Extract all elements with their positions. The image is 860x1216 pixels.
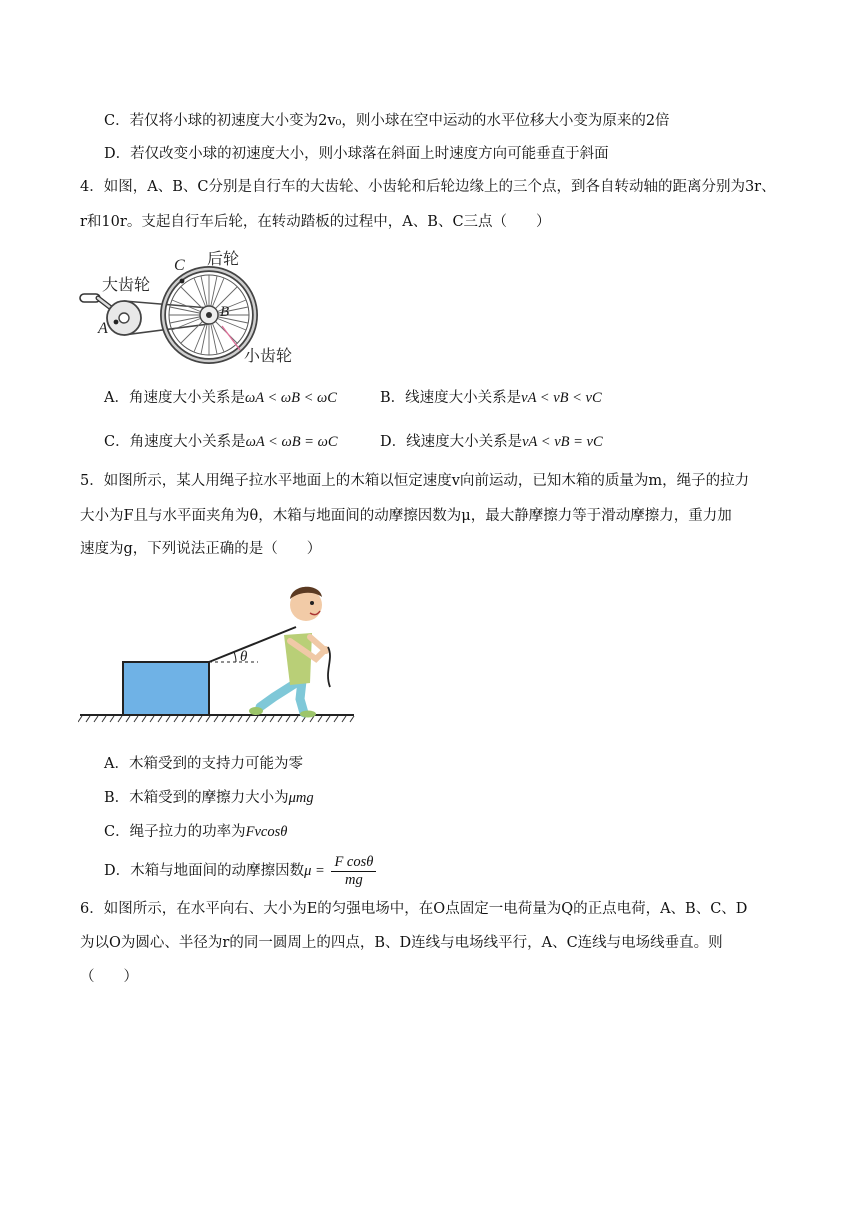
q4-option-b: B．线速度大小关系是vA < vB < vC (380, 390, 602, 406)
label-big-gear: 大齿轮 (102, 275, 151, 294)
q5-option-d: D．木箱与地面间的动摩擦因数μ = $\frac{\text{F cosθ}}{mg}$ (104, 852, 376, 890)
q5-option-c: C．绳子拉力的功率为Fvcosθ (104, 824, 288, 840)
q5-stem-line2: 大小为F且与水平面夹角为θ，木箱与地面间的动摩擦因数为μ，最大静摩擦力等于滑动摩擦力，重力加 (80, 508, 732, 524)
q6-stem-line3: （ ） (80, 969, 138, 985)
q5-stem-line1: 5．如图所示，某人用绳子拉水平地面上的木箱以恒定速度v向前运动，已知木箱的质量为m，绳子的拉力 (80, 473, 750, 489)
label-b: B (220, 304, 230, 320)
q4-option-b-formula: vA < vB < vC (521, 390, 602, 406)
q4-option-a: A．角速度大小关系是ωA < ωB < ωC (104, 390, 337, 406)
bicycle-gear-figure (74, 244, 314, 368)
q5-option-c-formula: Fvcosθ (245, 824, 288, 840)
label-rear-wheel: 后轮 (207, 249, 240, 268)
angle-theta-label: θ (240, 649, 248, 665)
q6-stem-line1: 6．如图所示，在水平向右、大小为E的匀强电场中，在O点固定一电荷量为Q的正点电荷，A、B、C、D (80, 901, 748, 917)
q5-option-d-fraction: $\frac{\text{F cosθ}}{mg}$ (331, 854, 376, 889)
q4-stem-line1: 4．如图，A、B、C分别是自行车的大齿轮、小齿轮和后轮边缘上的三个点，到各自转动轴的距离分别为3r、 (80, 179, 776, 195)
q4-option-a-formula: ωA < ωB < ωC (244, 390, 337, 406)
q6-stem-line2: 为以O为圆心、半径为r的同一圆周上的四点，B、D连线与电场线平行，A、C连线与电场线垂直。则 (80, 935, 723, 951)
label-small-gear: 小齿轮 (244, 346, 293, 365)
q4-stem-line2: r和10r。支起自行车后轮，在转动踏板的过程中，A、B、C三点（ ） (80, 214, 551, 230)
crate-pulling-figure (78, 575, 358, 725)
q5-stem-line3: 速度为g，下列说法正确的是（ ） (80, 541, 322, 557)
point-a-dot (114, 320, 119, 325)
q5-option-b: B．木箱受到的摩擦力大小为μmg (104, 790, 314, 806)
q3-option-d: D．若仅改变小球的初速度大小，则小球落在斜面上时速度方向可能垂直于斜面 (104, 146, 609, 162)
ground-hatching (78, 716, 354, 722)
q4-option-d-formula: vA < vB = vC (522, 434, 603, 450)
q4-option-d: D．线速度大小关系是vA < vB = vC (380, 434, 603, 450)
label-c: C (174, 257, 185, 274)
q3-option-c: C．若仅将小球的初速度大小变为2v₀，则小球在空中运动的水平位移大小变为原来的2倍 (104, 113, 670, 129)
q5-option-a: A．木箱受到的支持力可能为零 (104, 756, 303, 772)
q5-option-b-formula: μmg (288, 790, 314, 806)
q4-option-c-formula: ωA < ωB = ωC (245, 434, 338, 450)
point-c-dot (180, 279, 185, 284)
label-a: A (98, 320, 108, 337)
q5-option-d-lhs: μ = (304, 863, 325, 879)
q4-option-c: C．角速度大小关系是ωA < ωB = ωC (104, 434, 338, 450)
